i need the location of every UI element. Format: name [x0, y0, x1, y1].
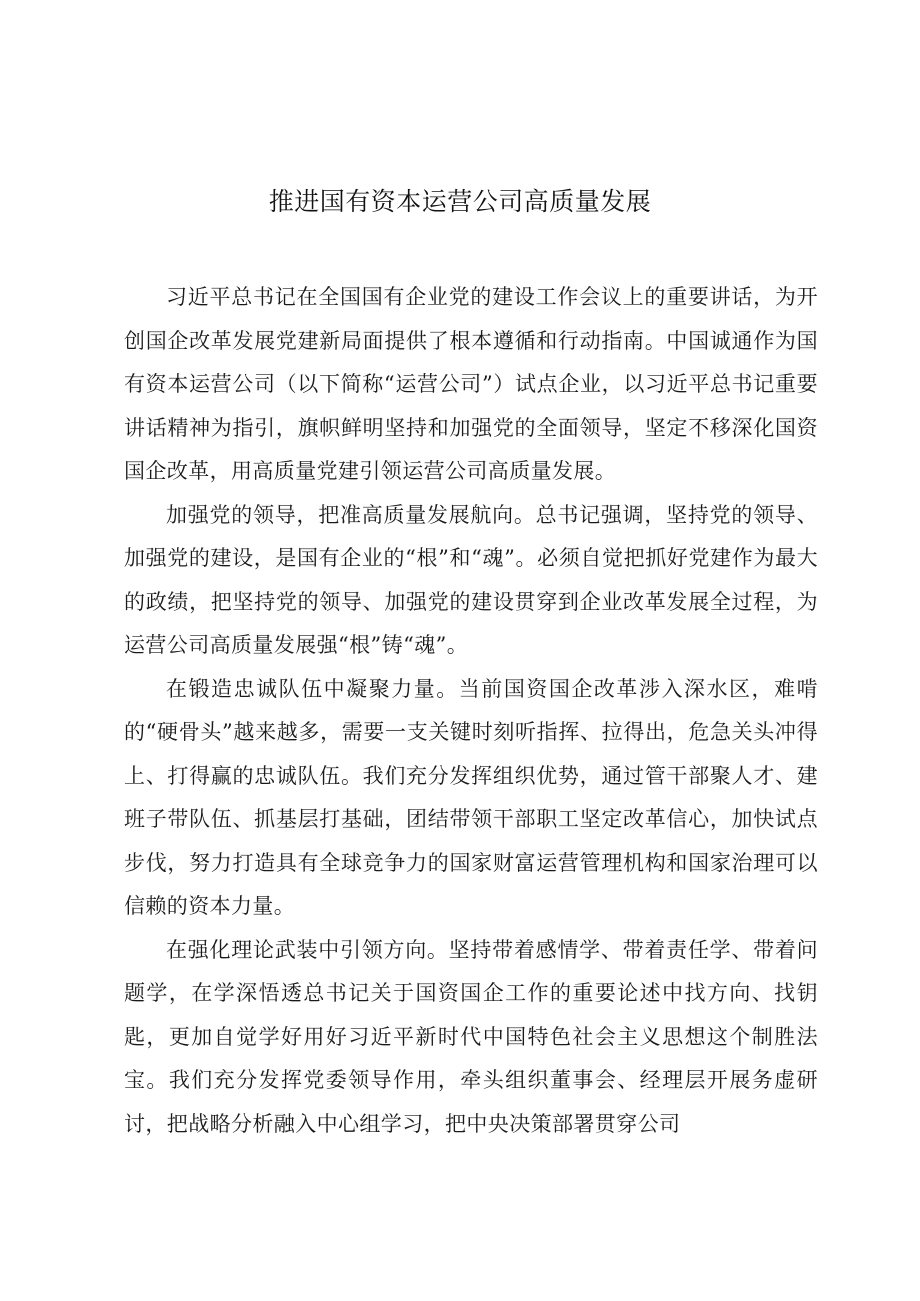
paragraph-2: 加强党的领导，把准高质量发展航向。总书记强调，坚持党的领导、加强党的建设，是国有企业的“根”和“魂”。必须自觉把抓好党建作为最大的政绩，把坚持党的领导、加强党的建设贯穿到企业改革发展全过程，为运营公司高质量发展强“根”铸“魂”。: [124, 502, 818, 657]
document-body: [124, 276, 818, 1146]
paragraph-1: 习近平总书记在全国国有企业党的建设工作会议上的重要讲话，为开创国企改革发展党建新局面提供了根本遵循和行动指南。中国诚通作为国有资本运营公司（以下简称“运营公司”）试点企业，以习近平总书记重要讲话精神为指引，旗帜鲜明坚持和加强党的全面领导，坚定不移深化国资国企改革，用高质量党建引领运营公司高质量发展。: [124, 285, 818, 483]
paragraph-4: 在强化理论武装中引领方向。坚持带着感情学、带着责任学、带着问题学，在学深悟透总书记关于国资国企工作的重要论述中找方向、找钥匙，更加自觉学好用好习近平新时代中国特色社会主义思想这个制胜法宝。我们充分发挥党委领导作用，牵头组织董事会、经理层开展务虚研讨，把战略分析融入中心组学习，把中央决策部署贯穿公司: [124, 937, 818, 1136]
paragraph-3: 在锻造忠诚队伍中凝聚力量。当前国资国企改革涉入深水区，难啃的“硬骨头”越来越多，需要一支关键时刻听指挥、拉得出，危急关头冲得上、打得赢的忠诚队伍。我们充分发挥组织优势，通过管干部聚人才、建班子带队伍、抓基层打基础，团结带领干部职工坚定改革信心，加快试点步伐，努力打造具有全球竞争力的国家财富运营管理机构和国家治理可以信赖的资本力量。: [124, 676, 818, 918]
document-title: 推进国有资本运营公司高质量发展: [268, 187, 652, 216]
